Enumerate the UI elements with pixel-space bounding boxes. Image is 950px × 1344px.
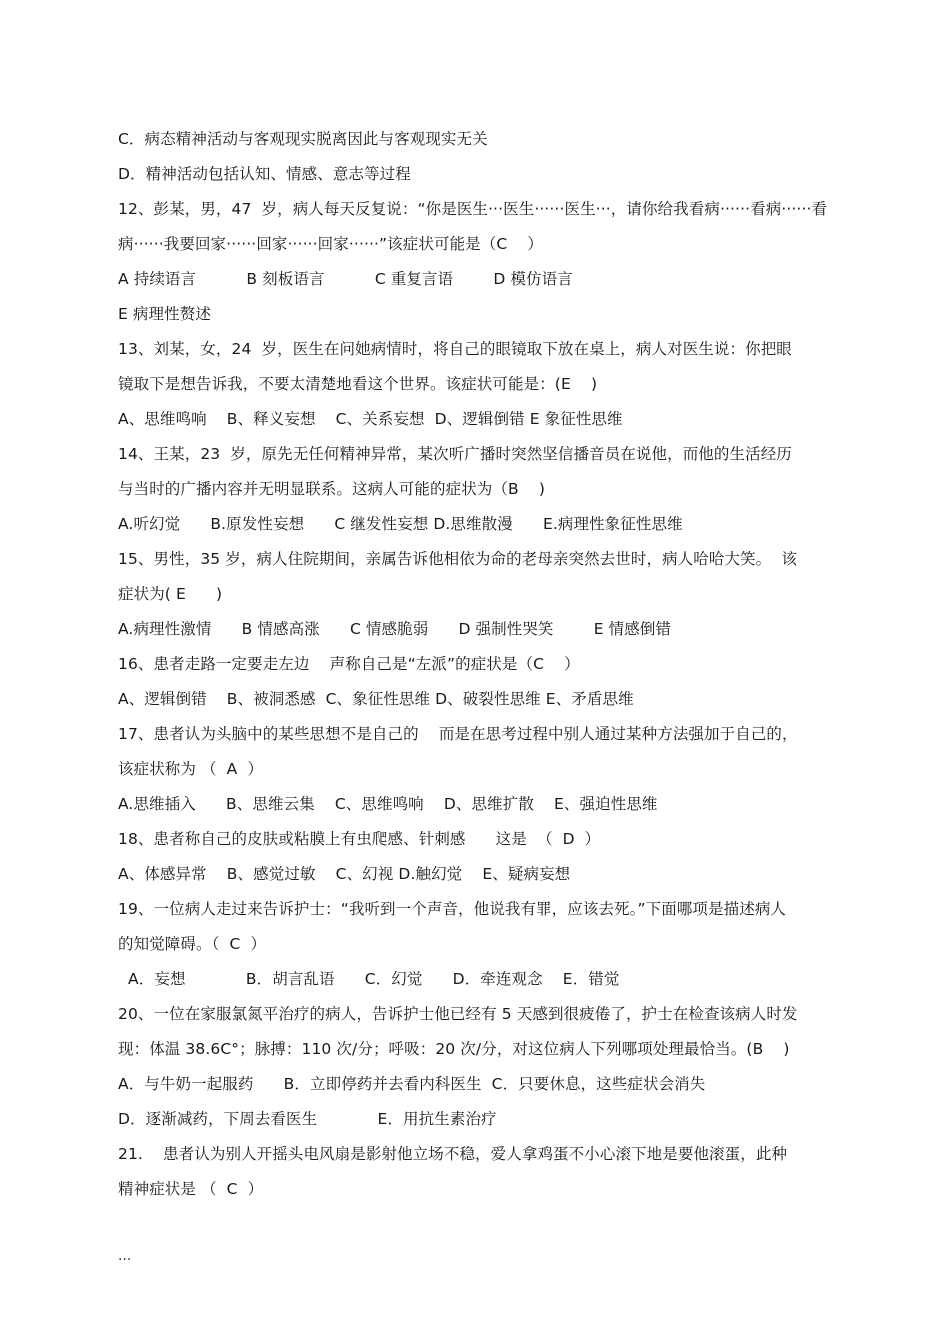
footer-ellipsis: ... xyxy=(118,1248,132,1264)
question-13-text: 13、刘某，女，24 岁，医生在问她病情时，将自己的眼镜取下放在桌上，病人对医生说：你把眼 xyxy=(118,340,792,358)
question-12-text: 12、彭某，男，47 岁，病人每天反复说：“你是医生···医生······医生···，请你给我看病······看病······看 xyxy=(118,200,828,218)
text-line: D．精神活动包括认知、情感、意志等过程 xyxy=(118,165,411,183)
question-16-text: 16、患者走路一定要走左边 声称自己是“左派”的症状是（C ） xyxy=(118,655,580,673)
question-13-options: A、思维鸣响 B、释义妄想 C、关系妄想 D、逻辑倒错 E 象征性思维 xyxy=(118,410,623,428)
question-15-text: 15、男性，35 岁，病人住院期间，亲属告诉他相依为命的老母亲突然去世时，病人哈哈大笑。 该 xyxy=(118,550,797,568)
text-line: 现：体温 38.6C°；脉搏：110 次/分；呼吸：20 次/分，对这位病人下列哪项处理最恰当。(B ) xyxy=(118,1040,790,1058)
text-line: 镜取下是想告诉我，不要太清楚地看这个世界。该症状可能是：(E ) xyxy=(118,375,598,393)
question-17-text: 17、患者认为头脑中的某些思想不是自己的 而是在思考过程中别人通过某种方法强加于自己的， xyxy=(118,725,798,743)
text-line: D．逐渐减药，下周去看医生 E．用抗生素治疗 xyxy=(118,1110,497,1128)
question-14-text: 14、王某，23 岁，原先无任何精神异常，某次听广播时突然坚信播音员在说他，而他的生活经历 xyxy=(118,445,792,463)
question-15-options: A.病理性激情 B 情感高涨 C 情感脆弱 D 强制性哭笑 E 情感倒错 xyxy=(118,620,672,638)
question-19-text: 19、一位病人走过来告诉护士：“我听到一个声音，他说我有罪，应该去死。”下面哪项是描述病人 xyxy=(118,900,787,918)
text-line: C．病态精神活动与客观现实脱离因此与客观现实无关 xyxy=(118,130,488,148)
text-line: E 病理性赘述 xyxy=(118,305,211,323)
question-17-options: A.思维插入 B、思维云集 C、思维鸣响 D、思维扩散 E、强迫性思维 xyxy=(118,795,658,813)
text-line: 症状为( E ) xyxy=(118,585,223,603)
question-18-text: 18、患者称自己的皮肤或粘膜上有虫爬感、针刺感 这是 （ D ） xyxy=(118,830,601,848)
exam-questions-text xyxy=(118,122,838,1207)
question-21-text: 21. 患者认为别人开摇头电风扇是影射他立场不稳，爱人拿鸡蛋不小心滚下地是要他滚蛋，此种 xyxy=(118,1145,788,1163)
text-line: 与当时的广播内容并无明显联系。这病人可能的症状为（B ) xyxy=(118,480,545,498)
question-12-options: A 持续语言 B 刻板语言 C 重复言语 D 模仿语言 xyxy=(118,270,573,288)
question-20-options: A．与牛奶一起服药 B．立即停药并去看内科医生 C．只要休息，这些症状会消失 xyxy=(118,1075,706,1093)
text-line: 该症状称为 （ A ） xyxy=(118,760,264,778)
text-line: 的知觉障碍。（ C ） xyxy=(118,935,267,953)
question-14-options: A.听幻觉 B.原发性妄想 C 继发性妄想 D.思维散漫 E.病理性象征性思维 xyxy=(118,515,683,533)
question-19-options: A．妄想 B．胡言乱语 C．幻觉 D．牵连观念 E．错觉 xyxy=(118,970,620,988)
question-16-options: A、逻辑倒错 B、被洞悉感 C、象征性思维 D、破裂性思维 E、矛盾思维 xyxy=(118,690,634,708)
text-line: 病······我要回家······回家······回家······”该症状可能是（C ） xyxy=(118,235,544,253)
text-line: 精神症状是 （ C ） xyxy=(118,1180,264,1198)
question-18-options: A、体感异常 B、感觉过敏 C、幻视 D.触幻觉 E、疑病妄想 xyxy=(118,865,571,883)
question-20-text: 20、一位在家服氯氮平治疗的病人，告诉护士他已经有 5 天感到很疲倦了，护士在检查该病人时发 xyxy=(118,1005,798,1023)
